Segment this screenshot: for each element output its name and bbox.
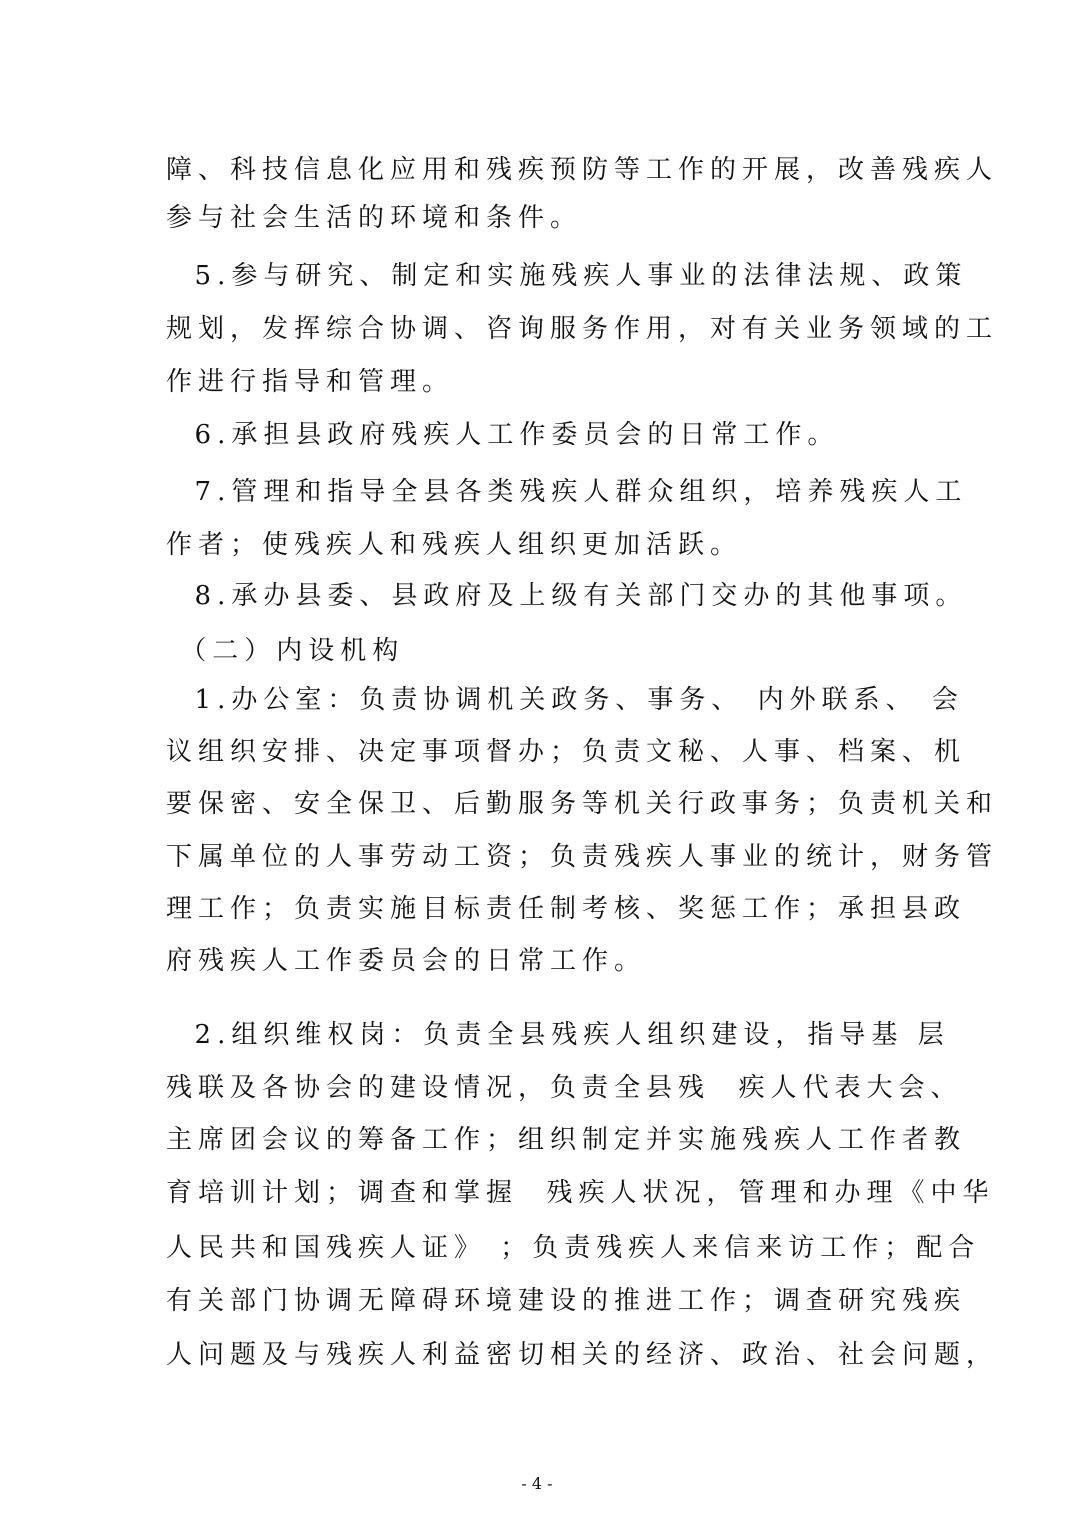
text-line: 障、科技信息化应用和残疾预防等工作的开展，改善残疾人 [166, 155, 999, 185]
text-line: 作进行指导和管理。 [166, 367, 455, 397]
text-line: 1.办公室：负责协调机关政务、事务、 内外联系、 会 [166, 685, 964, 715]
text-line: 人问题及与残疾人利益密切相关的经济、政治、社会问题， [166, 1340, 999, 1370]
text-line: 育培训计划；调查和掌握 残疾人状况，管理和办理《中华 [166, 1178, 995, 1208]
text-line: 8.承办县委、县政府及上级有关部门交办的其他事项。 [166, 581, 968, 611]
page-number: - 4 - [521, 1474, 553, 1493]
text-line: 参与社会生活的环境和条件。 [166, 203, 583, 233]
text-line: 2.组织维权岗：负责全县残疾人组织建设，指导基 层 [166, 1020, 950, 1050]
text-line: 下属单位的人事劳动工资；负责残疾人事业的统计，财务管 [166, 842, 999, 872]
text-line: 有关部门协调无障碍环境建设的推进工作；调查研究残疾 [166, 1286, 967, 1316]
text-line: 6.承担县政府残疾人工作委员会的日常工作。 [166, 420, 840, 450]
text-line: 规划，发挥综合协调、咨询服务作用，对有关业务领域的工 [166, 314, 999, 344]
text-line: 人民共和国残疾人证》 ；负责残疾人来信来访工作；配合 [166, 1233, 981, 1263]
text-line: 理工作；负责实施目标责任制考核、奖惩工作；承担县政 [166, 894, 967, 924]
text-line: 府残疾人工作委员会的日常工作。 [166, 946, 647, 976]
text-line: 作者；使残疾人和残疾人组织更加活跃。 [166, 530, 743, 560]
text-line: 7.管理和指导全县各类残疾人群众组织，培养残疾人工 [166, 477, 968, 507]
text-line: 议组织安排、决定事项督办；负责文秘、人事、档案、机 [166, 737, 967, 767]
text-line: 主席团会议的筹备工作；组织制定并实施残疾人工作者教 [166, 1125, 967, 1155]
text-line: 要保密、安全保卫、后勤服务等机关行政事务；负责机关和 [166, 789, 999, 819]
text-line: 5.参与研究、制定和实施残疾人事业的法律法规、政策 [166, 261, 968, 291]
text-line: 残联及各协会的建设情况，负责全县残 疾人代表大会、 [166, 1073, 963, 1103]
section-heading: （二）内设机构 [166, 636, 405, 666]
